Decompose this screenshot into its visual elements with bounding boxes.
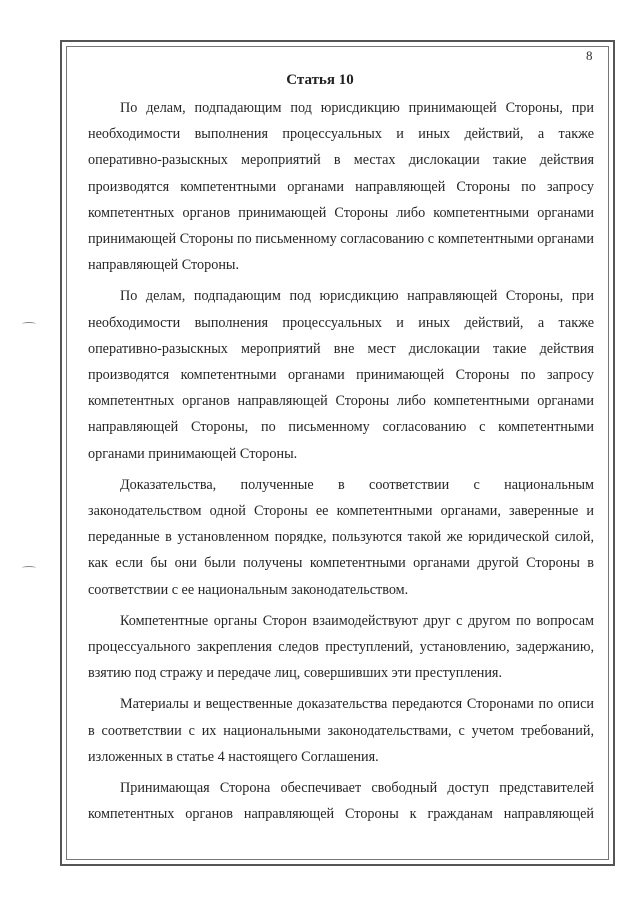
paragraph-3: Доказательства, полученные в соответствии с национальным законодательством одной Стороны ее компетентными органами, заверенные и переданные в установленном порядке, пользуются такой же юридической силой, как если бы они были получены компетентными органами другой Стороны в соответствии с ее национальным законодательством. bbox=[88, 476, 594, 598]
page-number: 8 bbox=[586, 48, 593, 63]
paragraph-2: По делам, подпадающим под юрисдикцию направляющей Стороны, при необходимости выполнения процессуальных и иных действий, а также оперативно-разыскных мероприятий вне мест дислокации такие действия производятся компетентными органами принимающей Стороны по запросу компетентных органов направляющей Стороны либо компетентными органами направляющей Стороны, по письменному согласованию с компетентными органами принимающей Стороны. bbox=[88, 288, 594, 462]
paragraph-5: Материалы и вещественные доказательства передаются Сторонами по описи в соответствии с их национальными законодательствами, с учетом требований, изложенных в статье 4 настоящего Соглашения. bbox=[88, 696, 594, 765]
document-body bbox=[88, 95, 594, 832]
paragraph-4: Компетентные органы Сторон взаимодействуют друг с другом по вопросам процессуального закрепления следов преступлений, установлению, задержанию, взятию под стражу и передаче лиц, совершивших эти преступления. bbox=[88, 612, 594, 682]
article-title: Статья 10 bbox=[286, 72, 354, 88]
paragraph-1: По делам, подпадающим под юрисдикцию принимающей Стороны, при необходимости выполнения процессуальных и иных действий, а также оперативно-разыскных мероприятий в местах дислокации такие действия производятся компетентными органами направляющей Стороны по запросу компетентных органов принимающей Стороны либо компетентными органами принимающей Стороны по письменному согласованию с компетентными органами направляющей Стороны. bbox=[88, 100, 594, 274]
scan-artifact-mark bbox=[22, 566, 36, 570]
scan-artifact-mark bbox=[22, 322, 36, 326]
paragraph-6: Принимающая Сторона обеспечивает свободный доступ представителей компетентных органов направляющей Стороны к гражданам направляющей bbox=[88, 780, 594, 823]
